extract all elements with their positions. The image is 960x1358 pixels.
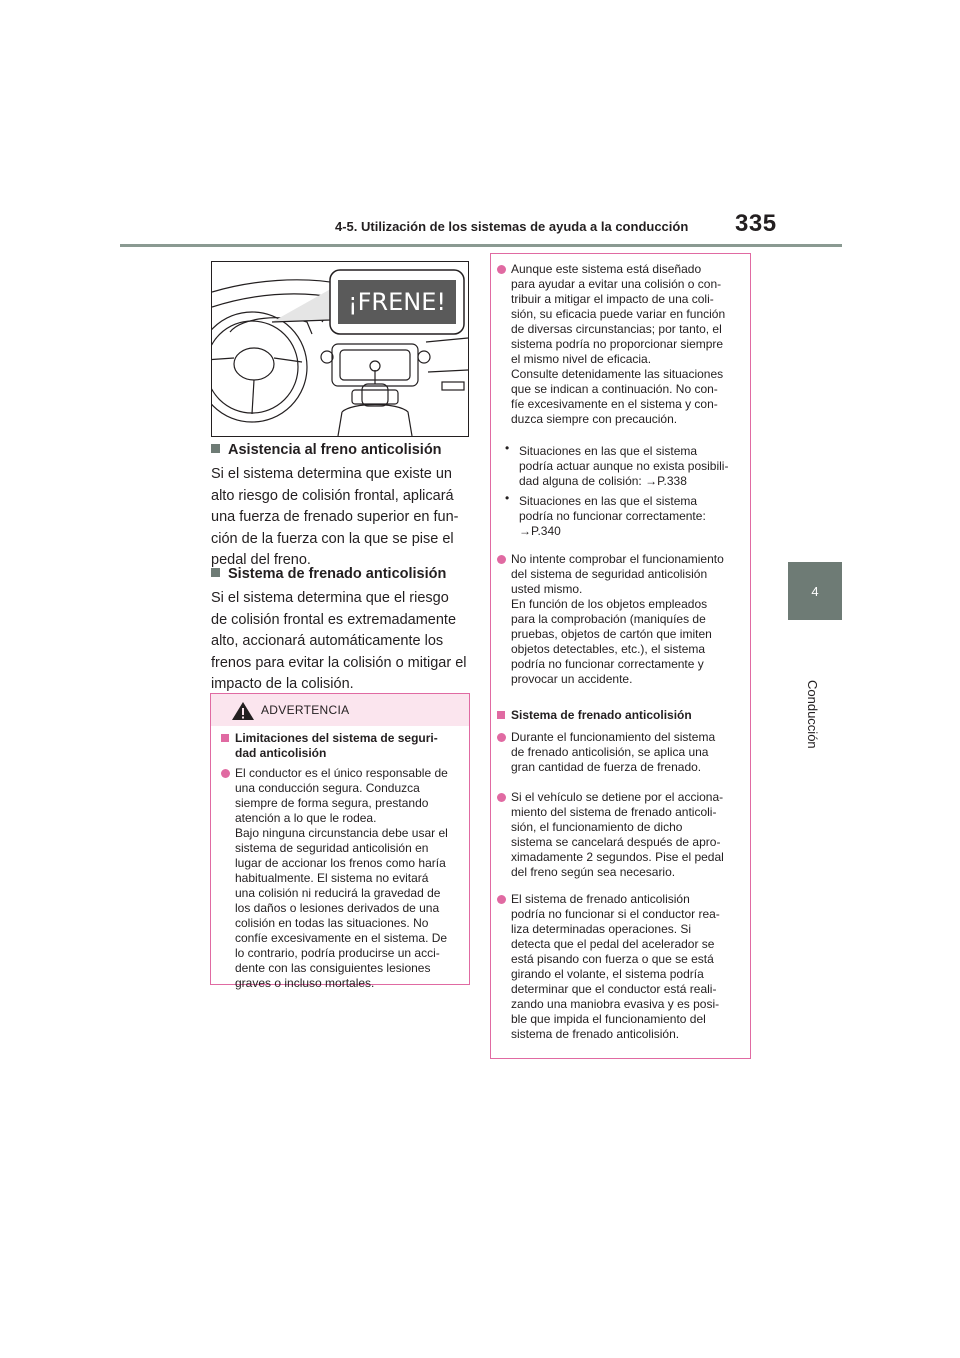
notice-box: Aunque este sistema está diseñado para ayudar a evitar una colisión o con- tribuir a mitigar el impacto de una coli- sión, su eficacia puede variar en función de diversas circunstancias; por tanto, el sistema podría no proporcionar siempre el mismo nivel de eficacia. Consulte detenidamente las situaciones que se indican a continuación. No con- fíe excesivamente en el sistema y con- duzca siempre con precaución. • Situaciones en las que el sistema podría actuar aunque no exista posibili- dad alguna de colisión: →P.338 • Situaciones en las que el sistema podría no funcionar correctamente: →P.340 No intente comprobar el funcionamiento del sistema de seguridad anticolisión usted mismo. En función de los objetos empleados para la comprobación (maniquíes de pruebas, objetos de cartón que imiten objetos detectables, etc.), el sistema podría no funcionar correctamente y provocar un accidente. Sistema de frenado anticolisión Durante el funcionamiento del sistema de frenado anticolisión, se aplica una gran cantidad de fuerza de frenado. Si el vehículo se detiene por el acciona- miento del sistema de frenado anticoli- sión, el funcionamiento de dicho sistema se cancelará después de apro- ximadamente 2 segundos. Pise el pedal del freno según sea necesario. El sistema de frenado anticolisión podría no funcionar si el conductor rea- liza determinadas operaciones. Si detecta que el pedal del acelerador se está pisando con fuerza o que se está girando el volante, el sistema podría determinar que el conductor está reali- zando una maniobra evasiva y es posi- ble que impida el funcionamiento del sistema de frenado anticolisión. (490, 253, 751, 1059)
warning-header (211, 694, 469, 726)
section-square-icon (211, 568, 220, 577)
pink-bullet-icon (497, 555, 506, 564)
dashboard-drawing (212, 262, 468, 436)
pink-bullet-icon (497, 895, 506, 904)
section-square-icon (211, 444, 220, 453)
pink-bullet-icon (497, 793, 506, 802)
section-title: 4-5. Utilización de los sistemas de ayuda a la conducción (335, 219, 689, 234)
chapter-label: Conducción (805, 680, 820, 749)
brake-warning-text: ¡FRENE! (347, 288, 447, 316)
warning-box: ADVERTENCIA Limitaciones del sistema de seguri- dad anticolisión El conductor es el único responsable de una conducción segura. Conduzca siempre de forma segura, prestando atención a lo que le rodea. Bajo ninguna circunstancia debe usar el sistema de seguridad anticolisión en lugar de accionar los frenos como haría habitualmente. El sistema no evitará una colisión ni reducirá la gravedad de los daños o lesiones derivados de una colisión en todas las situaciones. No confíe excesivamente en el sistema. De lo contrario, podría producirse un acci- dente con las consiguientes lesiones graves o incluso mortales. (210, 693, 470, 985)
pink-bullet-icon (221, 769, 230, 778)
sub-bullet-dot: • (505, 441, 510, 455)
chapter-tab: 4 (788, 562, 842, 620)
paragraph-brake-assist: Si el sistema determina que existe un alto riesgo de colisión frontal, aplicará una fuerza de frenado superior en fun- ción de la fuerza con la que se pise el pedal del freno. (211, 466, 459, 568)
heading-braking-system: Sistema de frenado anticolisión (211, 566, 446, 582)
warning-title: ADVERTENCIA (261, 703, 350, 717)
heading-brake-assist: Asistencia al freno anticolisión (211, 442, 442, 458)
pink-bullet-icon (497, 265, 506, 274)
pink-square-icon (497, 711, 505, 719)
pink-bullet-icon (497, 733, 506, 742)
warning-triangle-icon (231, 701, 255, 721)
pink-square-icon (221, 734, 229, 742)
dashboard-illustration (211, 261, 469, 437)
page-number: 335 (735, 210, 777, 237)
header-rule (120, 244, 842, 247)
paragraph-braking-system: Si el sistema determina que el riesgo de colisión frontal es extremadamente alto, accionará automáticamente los frenos para evitar la colisión o mitigar el impacto de la colisión. (211, 590, 467, 692)
sub-bullet-dot: • (505, 491, 510, 505)
